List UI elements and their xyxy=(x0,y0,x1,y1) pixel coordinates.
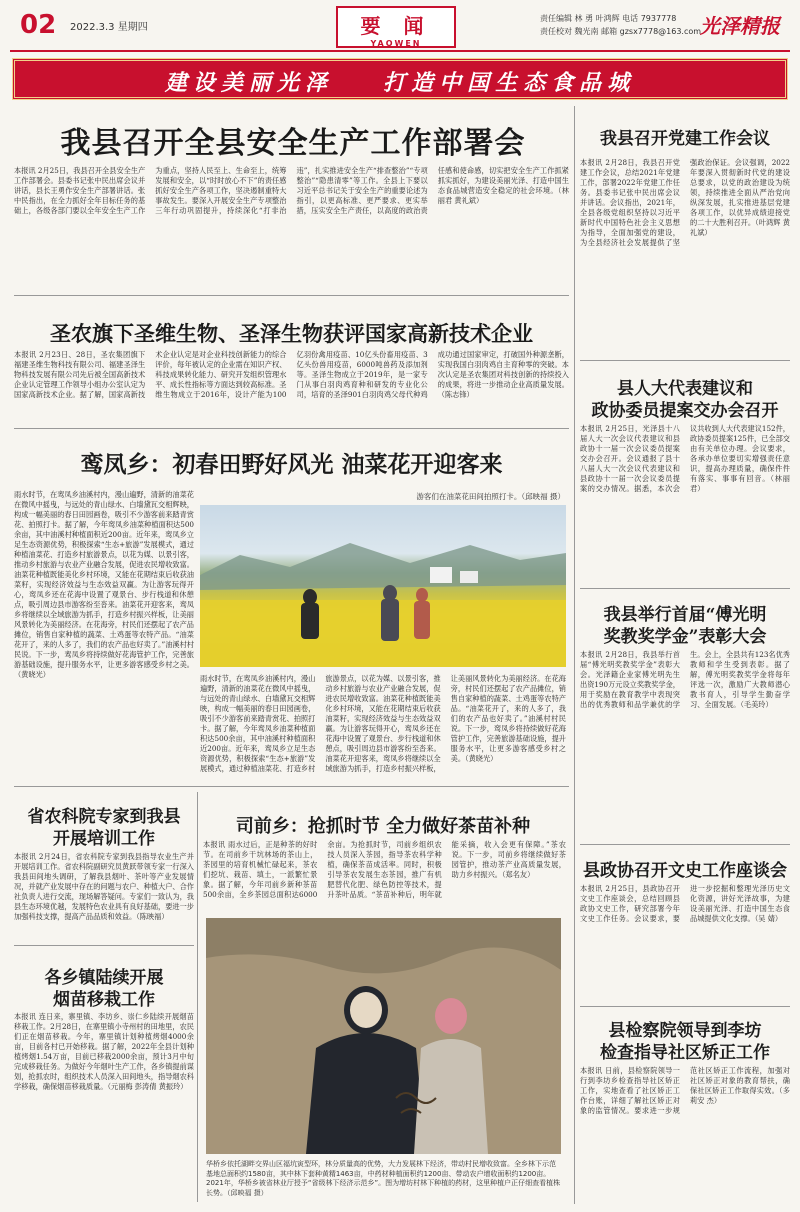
divider xyxy=(14,295,569,296)
article-party-body: 本报讯 2月28日，我县召开党建工作会议，总结2021年党建工作，部署2022年党建工作任务。县委书记张中民出席会议并讲话。会议指出，2021年，全县各级党组织坚持以习近平新时代中国特色社会主义思想为指导，全面加强党的建设，为全县经济社会发展提供了坚强政治保证。会议强调，2022年要深入贯彻新时代党的建设总要求，以党的政治建设为统领，持续推进全面从严治党向纵深发展，扎实推进基层党建各项工作，以优异成绩迎接党的二十大胜利召开。（叶鸿辉 黄礼斌） xyxy=(580,158,790,247)
newspaper-logo: 光泽精报 xyxy=(700,14,780,38)
headline-award-line2: 奖教奖学金”表彰大会 xyxy=(603,627,767,647)
slogan-left: 建设美丽光泽 xyxy=(164,70,333,96)
slogan-right: 打造中国生态食品城 xyxy=(383,70,636,96)
section-subtitle: YAOWEN xyxy=(370,39,422,48)
article-expert-body: 本报讯 2月24日，省农科院专家到我县指导农业生产并开展培训工作。省农科院副研究员黄跃带领专家一行深入我县田间地头调研，了解我县烟叶、茶叶等产业发展情况，并就产业发展中存在的问题与农户、种植大户、合作社负责人进行交流，现场解答疑问。专家们一致认为，我县生态环境优越，发展特色农业具有良好基础，要进一步加强科技支撑，提高产品品质和效益。（陈映福） xyxy=(14,852,194,921)
divider xyxy=(580,1006,790,1007)
article-procuratorate-body: 本报讯 日前，县检察院领导一行到李坊乡检查指导社区矫正工作，实地查看了社区矫正工作台账，详细了解社区矫正对象的监管情况。要求进一步规范社区矫正工作流程，加强对社区矫正对象的教育帮扶，确保社区矫正工作取得实效。（多莉安 杰） xyxy=(580,1066,790,1115)
rapeseed-field-photo xyxy=(200,505,566,667)
headline-tobacco-line1: 各乡镇陆续开展 xyxy=(44,968,164,988)
headline-party: 我县召开党建工作会议 xyxy=(600,129,770,149)
section-title: 要 闻 xyxy=(360,14,432,38)
page-number: 02 xyxy=(20,10,57,40)
headline-award-line1: 我县举行首届“傅光明 xyxy=(603,605,767,625)
article-cppcc-body: 本报讯 2月25日，县政协召开文史工作座谈会，总结回顾县政协文史工作，研究部署今年文史工作任务。会议要求，要进一步挖掘和整理光泽历史文化资源，讲好光泽故事，为建设美丽光泽、打造中国生态食品城提供文化支撑。（吴 婧） xyxy=(580,884,790,923)
divider xyxy=(580,588,790,589)
headline-cert: 圣农旗下圣维生物、圣泽生物获评国家高新技术企业 xyxy=(50,321,533,346)
editor-info xyxy=(540,12,701,38)
divider xyxy=(580,844,790,845)
headline-procuratorate-line2: 检查指导社区矫正工作 xyxy=(600,1043,770,1063)
column-divider xyxy=(197,792,198,1202)
issue-date: 2022.3.3 星期四 xyxy=(70,22,148,33)
article-cert-body: 本报讯 2月23日、28日，圣农集团旗下福建圣维生物科技有限公司、福建圣泽生物科技发展有限公司先后被全国高新技术企业认定管理工作领导小组办公室认定为国家高新技术企业。据了解，国家高新技术企业认定是对企业科技创新能力的综合评价，每年被认定的企业需在知识产权、科技成果转化能力、研究开发组织管理水平、成长性指标等方面达到较高标准。圣维生物成立于2016年，设计产能为100亿羽份禽用疫苗、10亿头份畜用疫苗、3亿头份兽用疫苗，6000吨兽药及添加剂等。圣泽生物成立于2019年，是一家专门从事白羽肉鸡育种和研发的专业化公司，培育的圣泽901白羽肉鸡父母代种鸡成功通过国家审定，打破国外种源垄断，实现我国白羽肉鸡自主育种零的突破。本次认定是圣农集团对科技创新的持续投入的成果，将进一步推动企业高质量发展。（陈志锋） xyxy=(14,350,569,399)
masthead xyxy=(10,4,790,52)
article-award-body: 本报讯 2月28日，我县举行首届“傅光明奖教奖学金”表彰大会。光泽籍企业家傅光明先生出资190万元设立奖教奖学金，用于奖励在教育教学中表现突出的优秀教师和品学兼优的学生。会上，全县共有123名优秀教师和学生受到表彰。据了解，傅光明奖教奖学金将每年评选一次，激励广大教师潜心教书育人，引导学生勤奋学习、全面发展。（毛美玲） xyxy=(580,650,790,709)
article-npc-body: 本报讯 2月25日，光泽县十八届人大一次会议代表建议和县政协十一届一次会议委员提案交办会召开。会议通报了县十八届人大一次会议代表建议和县政协十一届一次会议委员提案的交办情况。据悉，本次会议共收到人大代表建议152件，政协委员提案125件，已全部交由有关单位办理。会议要求，各承办单位要切实增强责任意识，提高办理质量，确保件件有落实、事事有回音。（林丽君） xyxy=(580,424,790,493)
headline-tea: 司前乡：抢抓时节 全力做好茶苗补种 xyxy=(235,816,531,837)
divider xyxy=(14,945,194,946)
article-luanfeng-body-right: 雨水时节，在鸾凤乡油溪村内，漫山遍野，清新的油菜花在微风中摇曳，与远处的青山绿水、白墙黛瓦交相辉映，构成一幅美丽的春日田园画卷，吸引不少游客前来踏青赏花、拍照打卡。据了解，今年鸾凤乡油菜种植面积达500余亩，其中油溪村种植面积近200亩。近年来，鸾凤乡立足生态资源优势，积极探索“生态+旅游”发展模式，通过种植油菜花、打造乡村旅游景点，以花为媒、以景引客，推动乡村旅游与农业产业融合发展，促进农民增收致富。油菜花种植既能美化乡村环境，又能在花期结束后收获油菜籽，实现经济效益与生态效益双赢。为让游客玩得开心，鸾凤乡还在花海中设置了观景台、步行栈道和休憩点，吸引周边县市游客纷至沓来。油菜花开迎客来，鸾凤乡将继续以全域旅游为抓手，打造乡村振兴样板，让美丽风景转化为美丽经济。在花海旁，村民们还摆起了农产品摊位，销售自家种植的蔬菜、土鸡蛋等农特产品。“油菜花开了，来的人多了，我们的农产品也好卖了。”油溪村村民说。下一步，鸾凤乡将持续做好花海管护工作，完善旅游基础设施，提升服务水平，让更多游客感受乡村之美。（黄晓光） xyxy=(200,674,566,773)
editor-line: 责任校对 魏光南 邮箱 gzsx7778@163.com xyxy=(540,27,702,36)
article-tobacco-body: 本报讯 连日来，寨里镇、李坊乡、崇仁乡陆续开展烟苗移栽工作。2月28日，在寨里镇小寺州村的田地里，农民们正在烟苗移栽。今年，寨里镇计划种植烤烟4000余亩，目前各村已开始移栽。据了解，2022年全县计划种植烤烟1.54万亩，目前已移栽2000余亩，预计3月中旬完成移栽任务。为做好今年烟叶生产工作，各乡镇提前谋划，抢抓农时，组织技术人员深入田间地头，指导烟农科学移栽，确保烟苗移栽质量。（元丽梅 彭涛倩 黄振玲） xyxy=(14,1012,194,1091)
headline-procuratorate-line1: 县检察院领导到李坊 xyxy=(608,1021,762,1041)
article-luanfeng-body-left: 雨水时节，在鸾凤乡油溪村内，漫山遍野，清新的油菜花在微风中摇曳，与远处的青山绿水、白墙黛瓦交相辉映，构成一幅美丽的春日田园画卷，吸引不少游客前来踏青赏花、拍照打卡。据了解，今年鸾凤乡油菜种植面积达500余亩，其中油溪村种植面积近200亩。近年来，鸾凤乡立足生态资源优势，积极探索“生态+旅游”发展模式，通过种植油菜花、打造乡村旅游景点，以花为媒、以景引客，推动乡村旅游与农业产业融合发展，促进农民增收致富。油菜花种植既能美化乡村环境，又能在花期结束后收获油菜籽，实现经济效益与生态效益双赢。为让游客玩得开心，鸾凤乡还在花海中设置了观景台、步行栈道和休憩点，吸引周边县市游客纷至沓来。油菜花开迎客来，鸾凤乡将继续以全域旅游为抓手，打造乡村振兴样板，让美丽风景转化为美丽经济。在花海旁，村民们还摆起了农产品摊位，销售自家种植的蔬菜、土鸡蛋等农特产品。“油菜花开了，来的人多了，我们的农产品也好卖了。”油溪村村民说。下一步，鸾凤乡将持续做好花海管护工作，完善旅游基础设施，提升服务水平，让更多游客感受乡村之美。（黄晓光） xyxy=(14,490,194,679)
masthead-divider xyxy=(10,50,790,52)
headline-safety: 我县召开全县安全生产工作部署会 xyxy=(60,126,526,161)
herb-photo-caption: 华桥乡依托湖畔交界山区福坑寅型环，林分质量高的优势，大力发展林下经济，带动村民增收致富。全乡林下示范基地总面积约1580亩，其中林下套种黄精1463亩，中药材种植面积约1200亩、带动农户增收面积约1200亩。2021年，华桥乡被省林业厅授予“省级林下经济示范乡”。图为增坊村林下种植的药材，这里种植户正仔细查看植株长势。（邱映福 摄） xyxy=(206,1160,561,1197)
article-tea-body: 本报讯 雨水过后，正是种茶的好时节。在司前乡干坑林场的茶山上，茶园里的培育机械忙碌起来，茶农们挖坑、栽苗、填土，一派繁忙景象。据了解，今年司前乡新种茶苗500余亩，全乡茶园总面积达6000余亩。为抢抓时节，司前乡组织农技人员深入茶园，指导茶农科学种植，确保茶苗成活率。同时，积极引导茶农发展生态茶园，推广有机肥替代化肥、绿色防控等技术，提升茶叶品质。“茶苗补种后，明年就能采摘，收入会更有保障。”茶农说。下一步，司前乡将继续做好茶园管护，推动茶产业高质量发展，助力乡村振兴。（郑名友） xyxy=(203,840,566,899)
photo-caption: 游客们在油菜花田间拍照打卡。（邱映福 摄） xyxy=(416,492,565,501)
section-badge xyxy=(336,6,456,48)
headline-npc-line2: 政协委员提案交办会召开 xyxy=(591,401,779,421)
headline-expert-line1: 省农科院专家到我县 xyxy=(27,807,181,827)
editor-line: 责任编辑 林 勇 叶鸿辉 电话 7937778 xyxy=(540,14,677,23)
herb-farming-photo xyxy=(206,918,561,1154)
headline-tobacco-line2: 烟苗移栽工作 xyxy=(53,990,155,1010)
article-safety-body: 本报讯 2月25日，我县召开全县安全生产工作部署会。县委书记张中民出席会议并讲话，县长王勇作安全生产部署讲话。张中民指出，在全力抓好全年目标任务的基础上，各级各部门要以全年安全生产工作为重点，坚持人民至上、生命至上，统筹发展和安全，以“时时放心不下”的责任感抓好安全生产各项工作，坚决遏制重特大事故发生。要深入开展安全生产专项整治三年行动巩固提升，持续深化“打非治违”，扎实推进安全生产“排查整治”“专项整治”“隐患清零”等工作。全县上下要以习近平总书记关于安全生产的重要论述为指引，以更高标准、更严要求、更实举措，压实安全生产责任，以高度的政治责任感和使命感，切实把安全生产工作抓紧抓实抓好，为建设美丽光泽、打造中国生态食品城营造安全稳定的社会环境。（林丽君 黄礼斌） xyxy=(14,166,569,215)
headline-luanfeng: 鸾凤乡：初春田野好风光 油菜花开迎客来 xyxy=(80,451,503,478)
headline-expert-line2: 开展培训工作 xyxy=(53,829,155,849)
divider xyxy=(14,786,569,787)
column-divider xyxy=(574,106,575,1204)
slogan-banner xyxy=(12,58,788,100)
headline-npc-line1: 县人大代表建议和 xyxy=(617,379,753,399)
divider xyxy=(14,428,569,429)
divider xyxy=(580,360,790,361)
headline-cppcc: 县政协召开文史工作座谈会 xyxy=(583,861,787,881)
